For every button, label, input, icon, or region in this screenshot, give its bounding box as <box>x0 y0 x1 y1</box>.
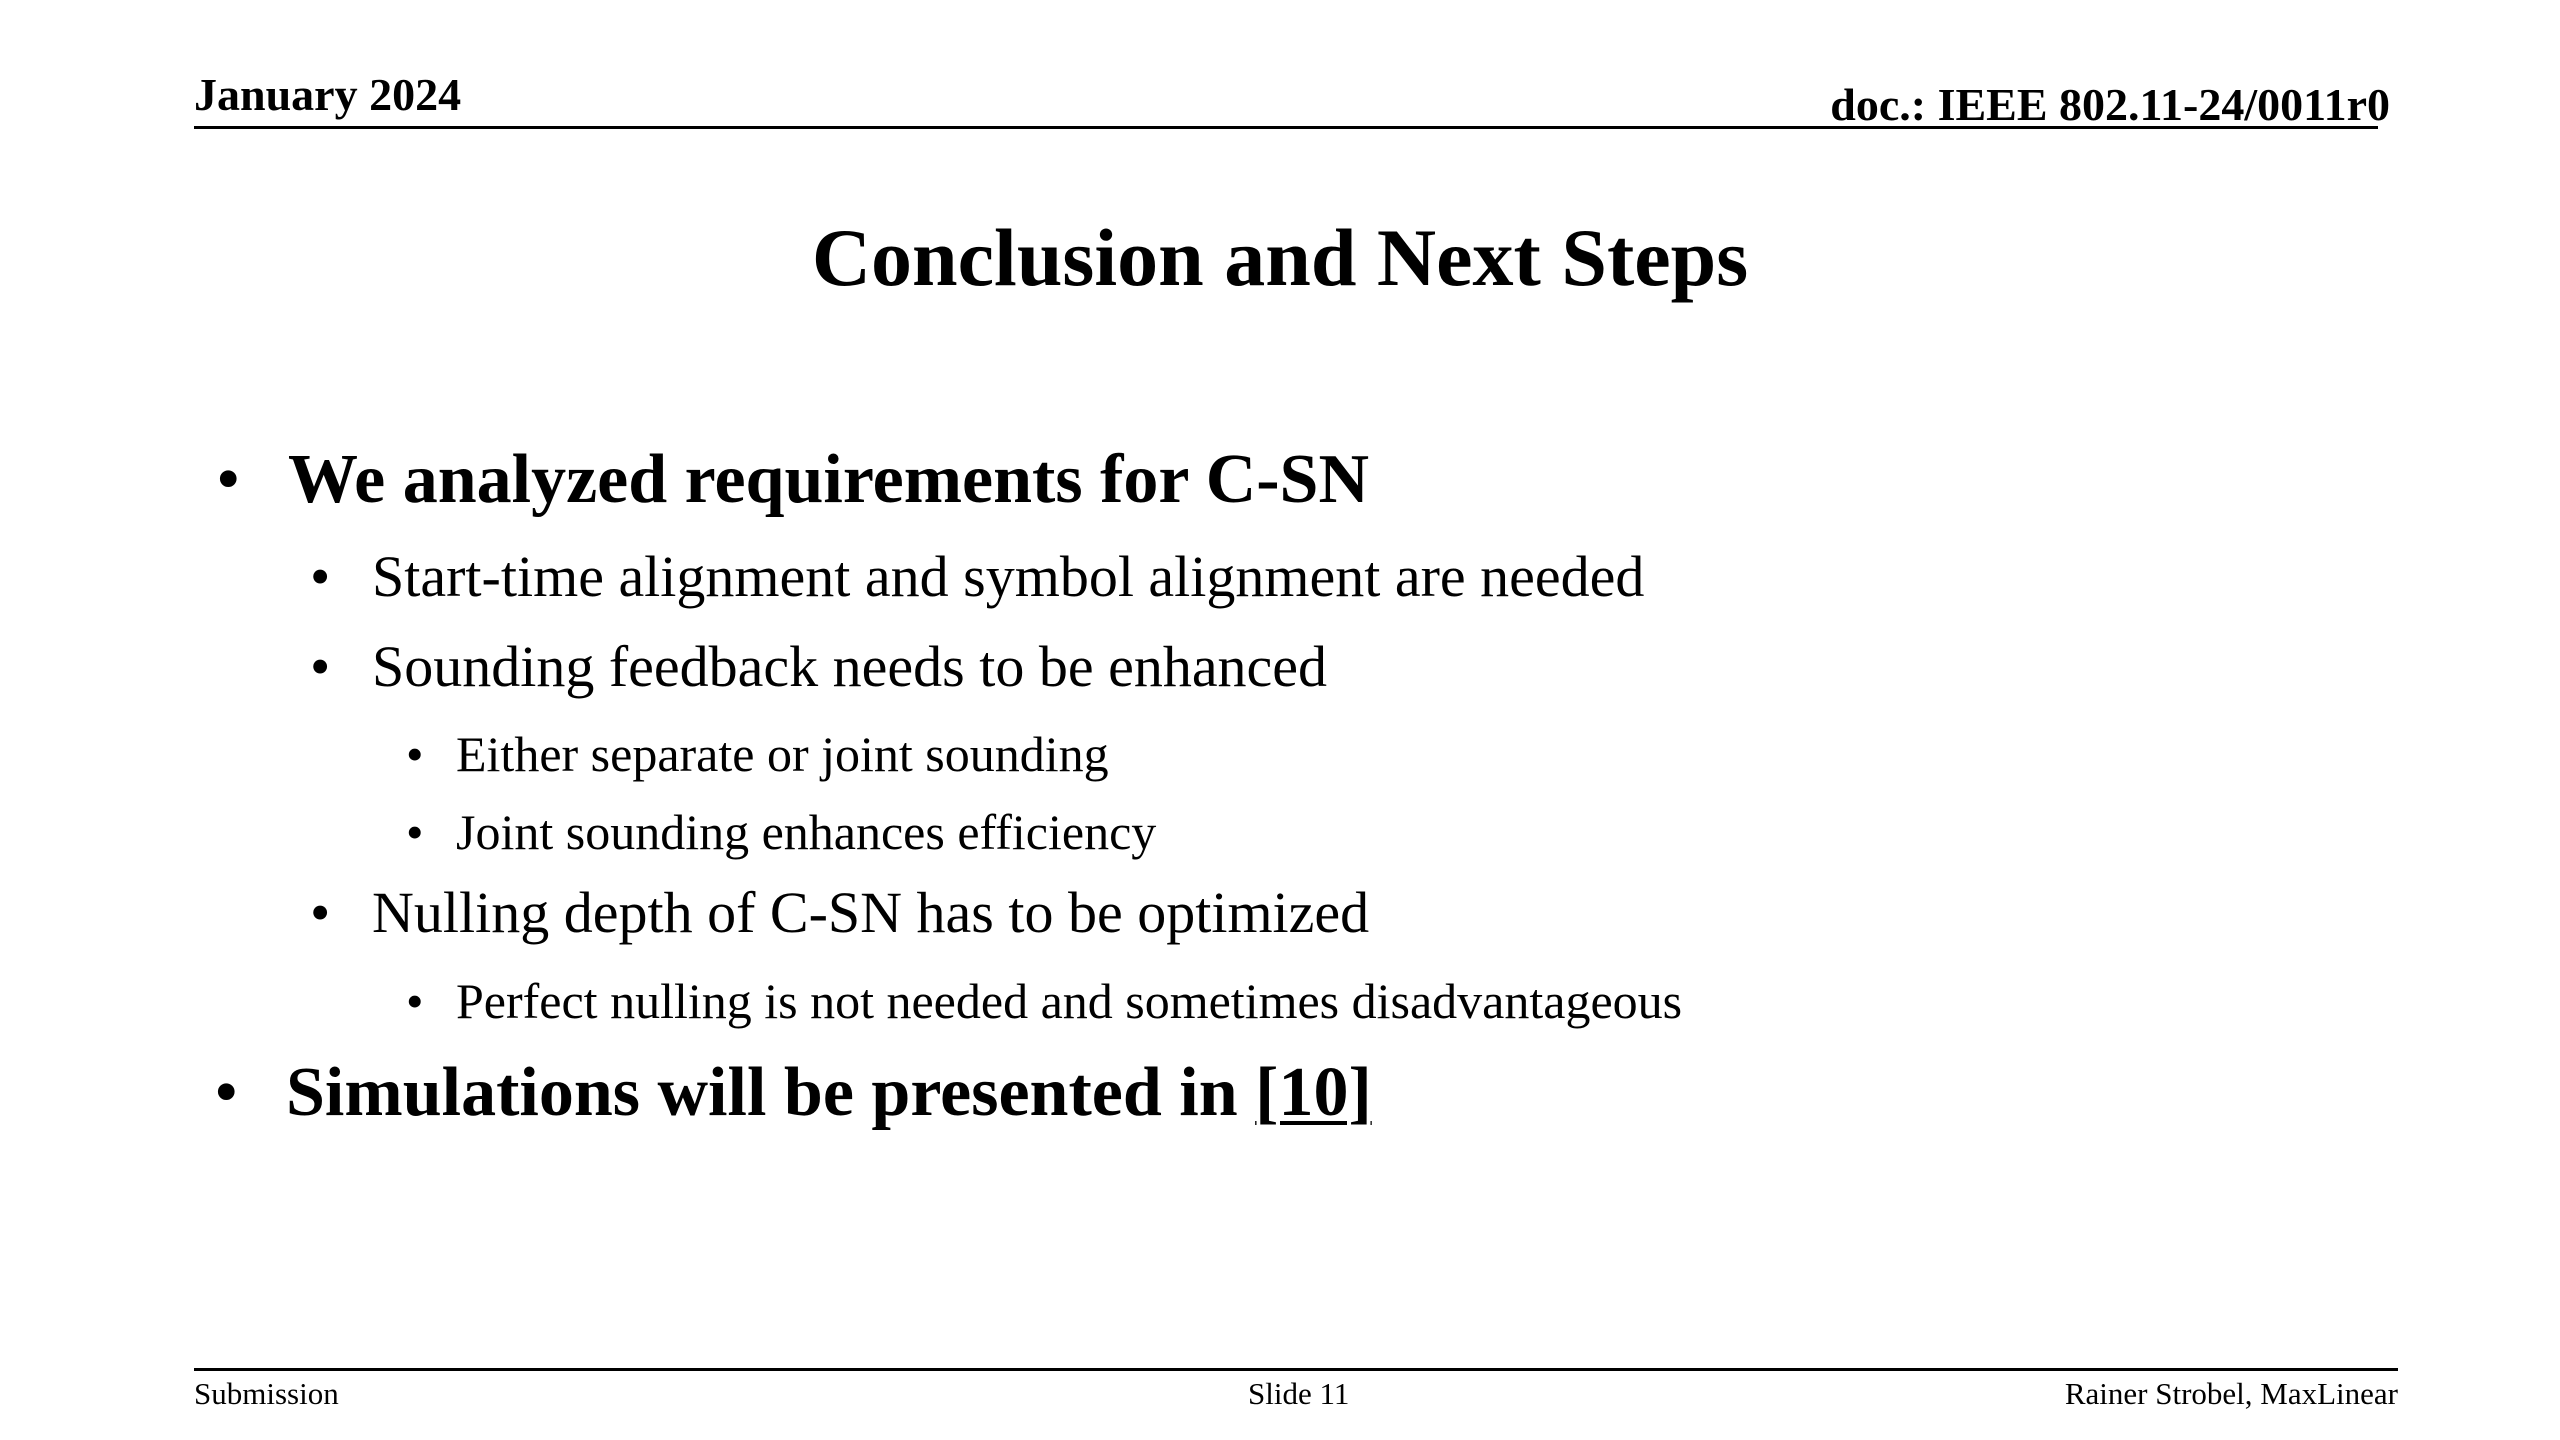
bullet-text: Nulling depth of C-SN has to be optimized <box>372 880 1370 945</box>
bullet-level3-separate-joint <box>406 726 1109 782</box>
bullet-dot: • <box>216 441 241 518</box>
bullet-text: Perfect nulling is not needed and sometimes disadvantageous <box>456 973 1683 1029</box>
bullet-text: Simulations will be presented in <box>286 1054 1256 1131</box>
bullet-dot: • <box>406 726 424 782</box>
bullet-text: Sounding feedback needs to be enhanced <box>372 634 1328 699</box>
bullet-text: Start-time alignment and symbol alignment are needed <box>372 544 1645 609</box>
bullet-level1-analyzed <box>216 441 1370 518</box>
footer-submission: Submission <box>194 1376 339 1411</box>
bullet-text: Either separate or joint sounding <box>456 726 1109 782</box>
bullet-dot: • <box>310 544 331 609</box>
bullet-dot: • <box>406 804 424 860</box>
footer-author: Rainer Strobel, MaxLinear <box>2064 1376 2398 1411</box>
bullet-text: Joint sounding enhances efficiency <box>456 804 1157 860</box>
bullet-level2-alignment <box>310 544 1645 609</box>
reference-link-10[interactable]: [10] <box>1255 1054 1372 1131</box>
bullet-dot: • <box>214 1054 239 1131</box>
bullet-level2-nulling-depth <box>310 880 1370 945</box>
bullet-level2-sounding-feedback <box>310 634 1328 699</box>
bullet-dot: • <box>310 880 331 945</box>
bullet-level1-simulations <box>214 1054 1372 1131</box>
footer-divider <box>194 1368 2398 1371</box>
header-date: January 2024 <box>194 69 462 120</box>
header-doc-id: doc.: IEEE 802.11-24/0011r0 <box>1830 79 2390 130</box>
bullet-dot: • <box>310 634 331 699</box>
bullet-level3-perfect-nulling <box>406 973 1683 1029</box>
footer-slide-number: Slide 11 <box>1248 1376 1350 1411</box>
bullet-level3-joint-efficiency <box>406 804 1157 860</box>
bullet-text: We analyzed requirements for C-SN <box>288 441 1370 518</box>
slide-title: Conclusion and Next Steps <box>811 212 1749 303</box>
bullet-dot: • <box>406 973 424 1029</box>
